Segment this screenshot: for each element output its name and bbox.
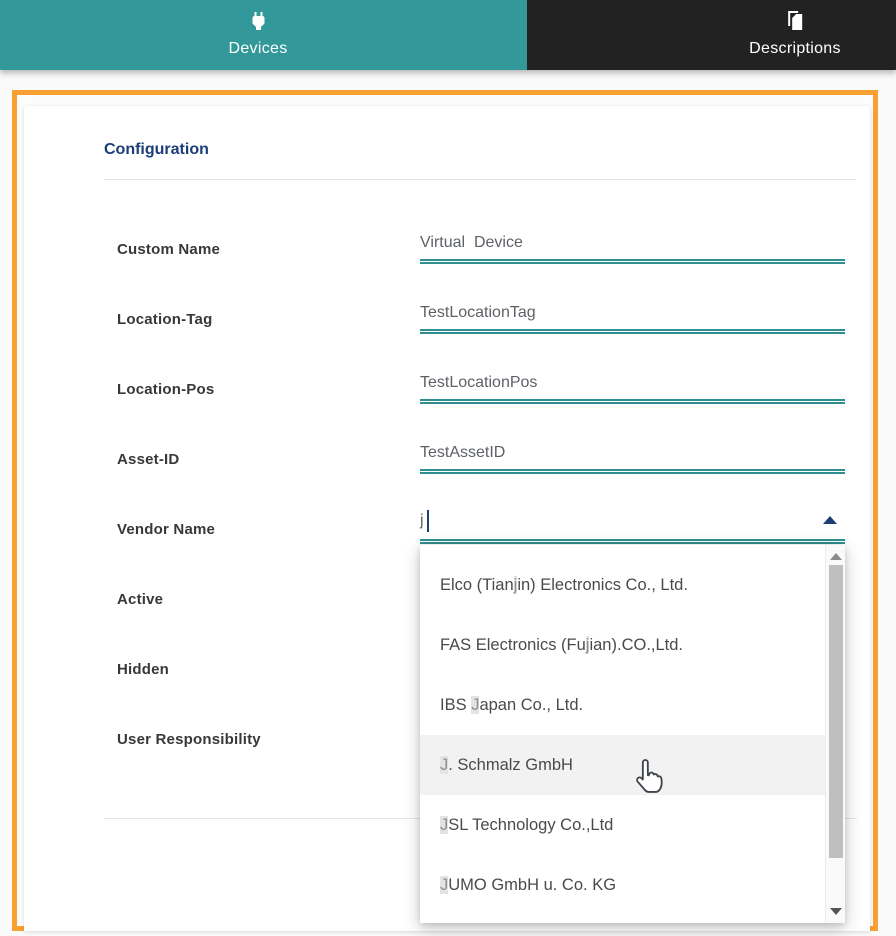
location-tag-underline (420, 329, 845, 334)
scrollbar-up-button[interactable] (826, 547, 846, 565)
location-tag-input[interactable]: TestLocationTag (420, 304, 536, 321)
plug-icon (228, 9, 287, 38)
user-responsibility-label: User Responsibility (117, 731, 261, 748)
match-highlight: J (471, 696, 480, 714)
custom-name-input[interactable]: Virtual Device (420, 234, 523, 251)
vendor-name-input[interactable]: j (420, 512, 424, 529)
dropdown-option[interactable]: JSL Technology Co.,Ltd (440, 816, 614, 834)
vendor-name-label: Vendor Name (117, 521, 216, 538)
location-pos-input[interactable]: TestLocationPos (420, 374, 538, 391)
scrollbar-down-button[interactable] (826, 903, 846, 921)
match-highlight: J (440, 756, 449, 774)
tab-descriptions-label: Descriptions (749, 40, 841, 57)
asset-id-underline (420, 469, 845, 474)
chevron-up-icon[interactable] (823, 516, 837, 524)
active-label: Active (117, 591, 164, 608)
section-title: Configuration (104, 141, 209, 158)
dropdown-option[interactable]: JUMO GmbH u. Co. KG (440, 876, 617, 894)
tab-descriptions[interactable] (527, 0, 896, 70)
tab-bar (0, 0, 896, 70)
custom-name-underline (420, 259, 845, 264)
dropdown-option[interactable]: J. Schmalz GmbH (420, 735, 825, 795)
dropdown-option[interactable]: FAS Electronics (Fujian).CO.,Ltd. (440, 636, 684, 654)
scrollbar-thumb[interactable] (829, 565, 843, 858)
tab-devices[interactable] (0, 0, 527, 70)
tab-devices-label: Devices (228, 40, 288, 57)
location-pos-underline (420, 399, 845, 404)
custom-name-label: Custom Name (117, 241, 221, 258)
dropdown-options (420, 555, 825, 915)
asset-id-input[interactable]: TestAssetID (420, 444, 506, 461)
vendor-autocomplete-panel (420, 545, 845, 923)
location-pos-label: Location-Pos (117, 381, 215, 398)
section-divider-top (104, 179, 856, 180)
location-tag-label: Location-Tag (117, 311, 213, 328)
match-highlight: J (440, 816, 449, 834)
match-highlight: j (585, 636, 590, 654)
match-highlight: j (513, 576, 518, 594)
dropdown-scrollbar[interactable] (825, 545, 845, 923)
text-caret (427, 510, 429, 532)
match-highlight: J (440, 876, 449, 894)
dropdown-option[interactable]: Elco (Tianjin) Electronics Co., Ltd. (440, 576, 688, 594)
documents-icon (749, 9, 841, 38)
asset-id-label: Asset-ID (117, 451, 180, 468)
hidden-label: Hidden (117, 661, 170, 678)
dropdown-option[interactable]: IBS Japan Co., Ltd. (440, 696, 584, 714)
vendor-name-underline (420, 539, 845, 544)
